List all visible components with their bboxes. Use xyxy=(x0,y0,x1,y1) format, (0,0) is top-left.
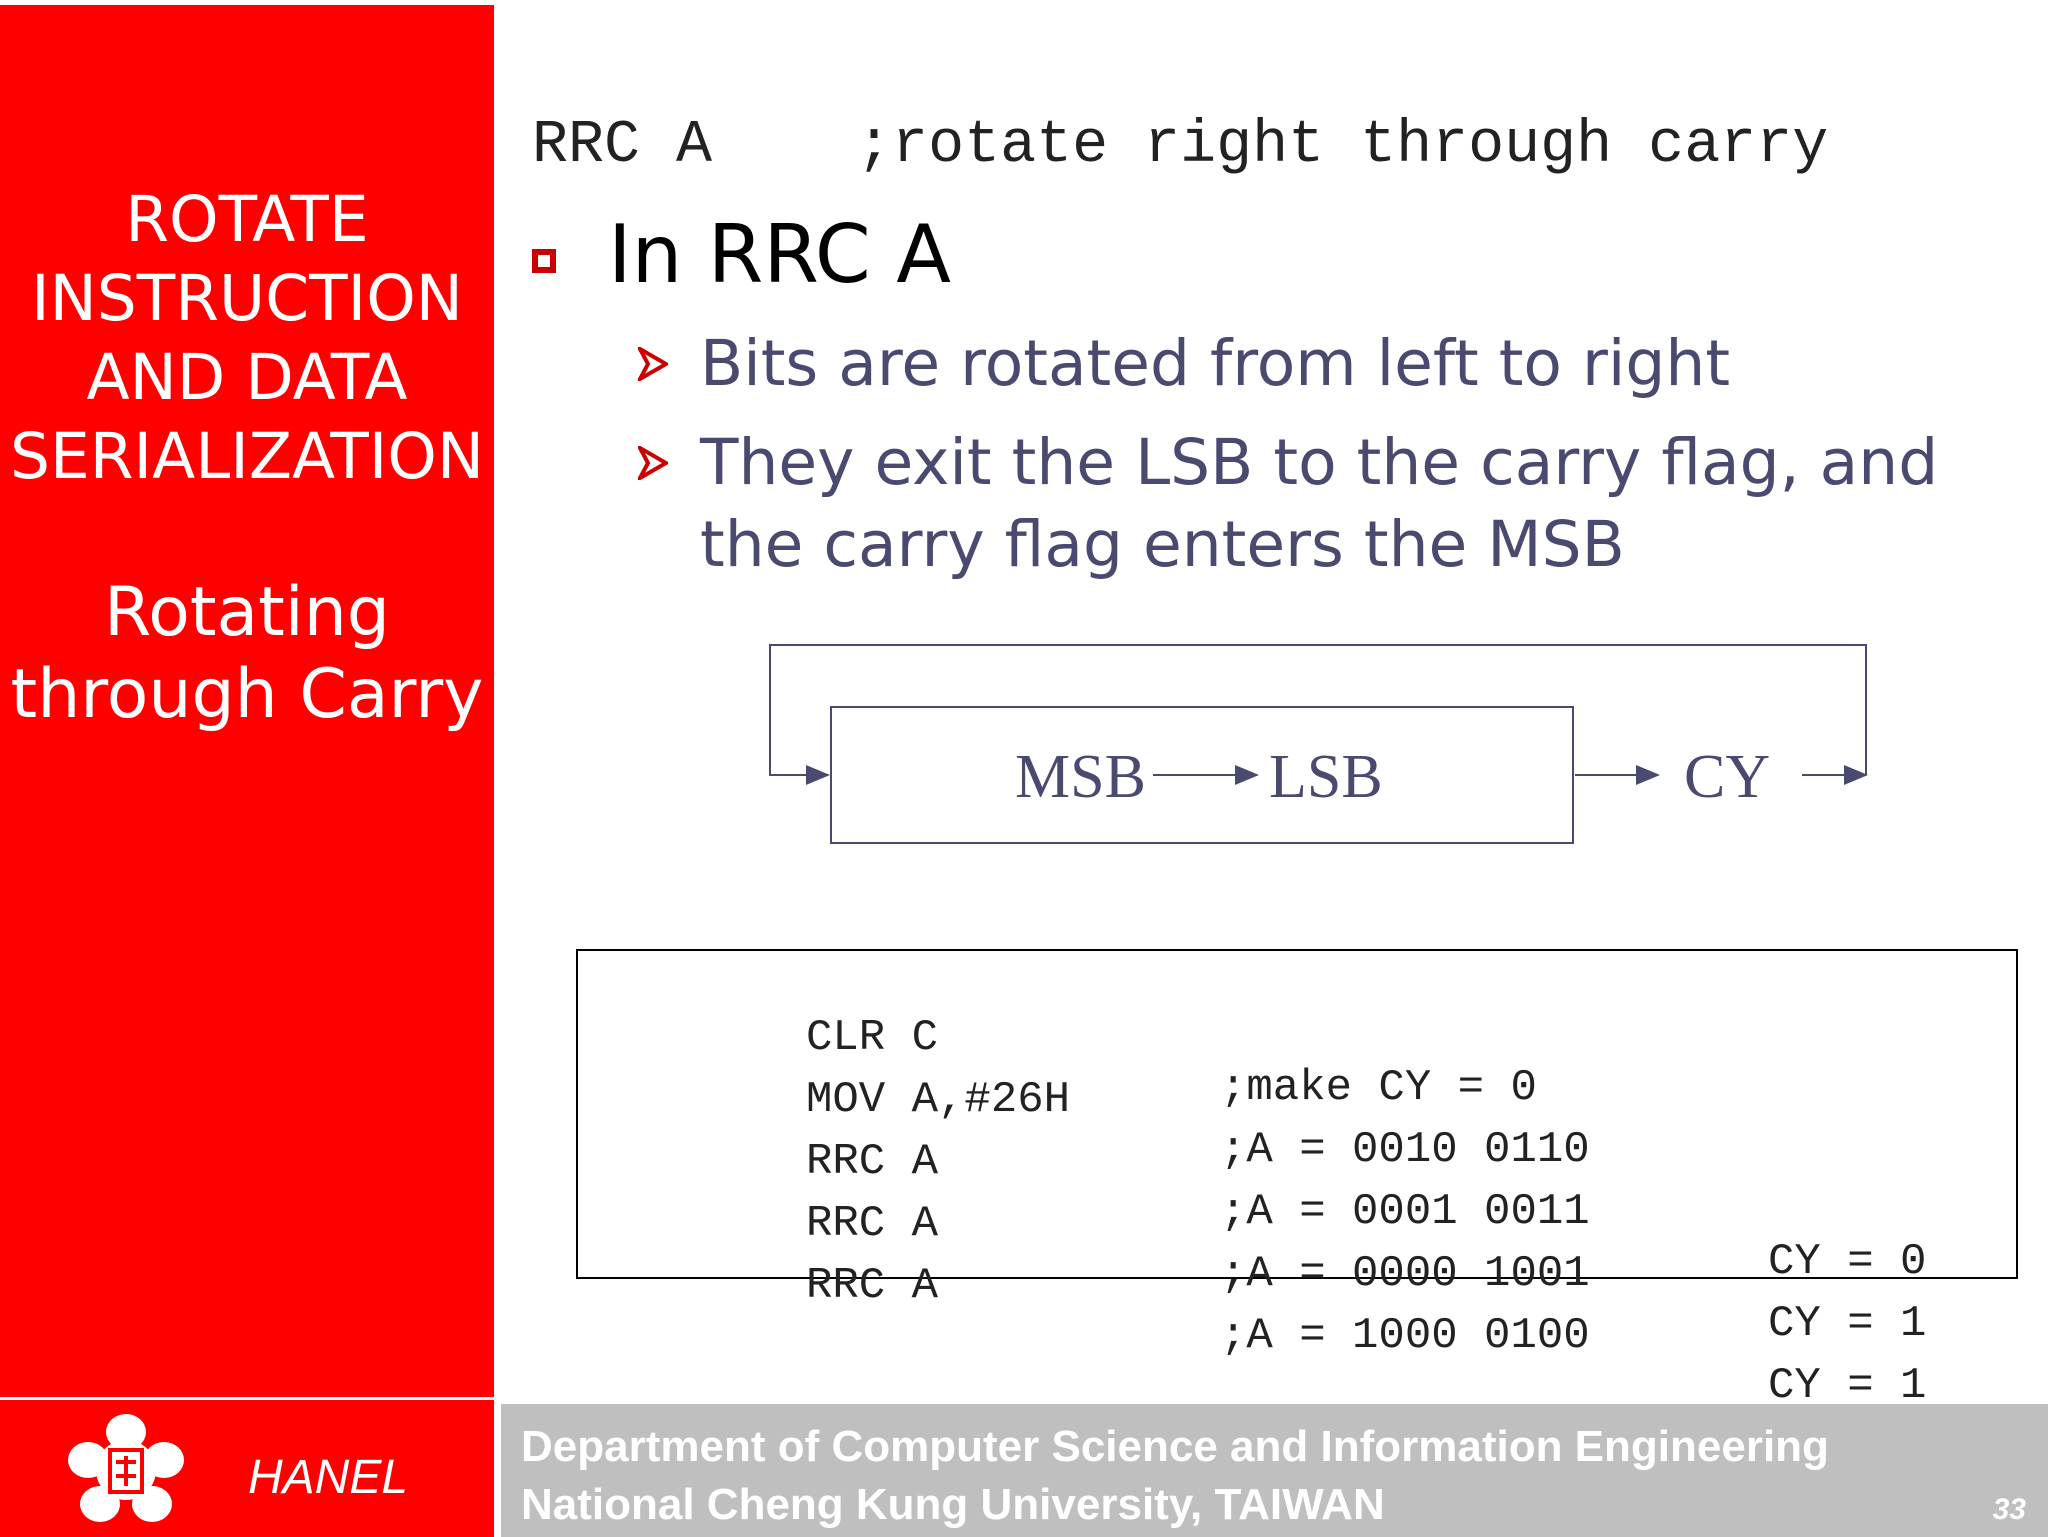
section-title-line: AND DATA xyxy=(86,341,408,414)
code-comment: ;A = 0000 1001 xyxy=(1220,1249,1590,1299)
sub-bullet xyxy=(638,323,1730,405)
sub-bullet-text: Bits are rotated from left to right xyxy=(700,327,1731,400)
university-logo-icon xyxy=(58,1412,194,1528)
code-instruction: RRC A xyxy=(806,1199,939,1249)
arrow-bullet-icon xyxy=(638,446,668,480)
code-comment: ;A = 0010 0110 xyxy=(1220,1125,1590,1175)
section-title-line: SERIALIZATION xyxy=(9,420,485,493)
square-bullet-icon xyxy=(532,249,556,273)
department-line: Department of Computer Science and Information Engineering xyxy=(521,1422,1829,1471)
department-line: National Cheng Kung University, TAIWAN xyxy=(521,1480,1385,1529)
rotate-diagram xyxy=(760,640,1880,850)
sub-bullet-text: They exit the LSB to the carry flag, and xyxy=(700,426,1939,499)
code-instruction: CLR C xyxy=(806,1013,939,1063)
code-comment: ;A = 1000 0100 xyxy=(1220,1311,1590,1361)
code-comment: ;make CY = 0 xyxy=(1220,1063,1537,1113)
code-carry: CY = 1 xyxy=(1768,1361,1927,1411)
code-carry: CY = 1 xyxy=(1768,1299,1927,1349)
footer-bar xyxy=(501,1404,2048,1537)
cy-label: CY xyxy=(1684,743,1771,811)
sub-bullet xyxy=(638,422,1938,586)
section-subtitle-line: through Carry xyxy=(10,655,484,734)
code-comment: ;A = 0001 0011 xyxy=(1220,1187,1590,1237)
section-title-line: INSTRUCTION xyxy=(31,262,463,335)
code-instruction: MOV A,#26H xyxy=(806,1075,1071,1125)
arrow-bullet-icon xyxy=(638,347,668,381)
slide-code-heading: RRC A ;rotate right through carry xyxy=(532,112,1829,180)
main-bullet xyxy=(532,208,951,301)
msb-label: MSB xyxy=(1015,743,1146,811)
code-instruction: RRC A xyxy=(806,1137,939,1187)
section-title-line: ROTATE xyxy=(125,183,369,256)
section-subtitle xyxy=(0,572,494,736)
section-subtitle-line: Rotating xyxy=(104,573,390,652)
sub-bullet-text: the carry flag enters the MSB xyxy=(700,508,1625,581)
sidebar xyxy=(0,5,494,1397)
author-brand: HANEL xyxy=(248,1451,409,1504)
code-carry: CY = 0 xyxy=(1768,1237,1927,1287)
footer-brand-area xyxy=(0,1400,494,1537)
department-text xyxy=(521,1418,1829,1534)
main-bullet-text: In RRC A xyxy=(608,208,951,301)
lsb-label: LSB xyxy=(1269,743,1383,811)
section-title xyxy=(0,180,494,496)
code-instruction: RRC A xyxy=(806,1261,939,1311)
code-example-box xyxy=(576,949,2018,1411)
page-number: 33 xyxy=(1992,1493,2026,1526)
